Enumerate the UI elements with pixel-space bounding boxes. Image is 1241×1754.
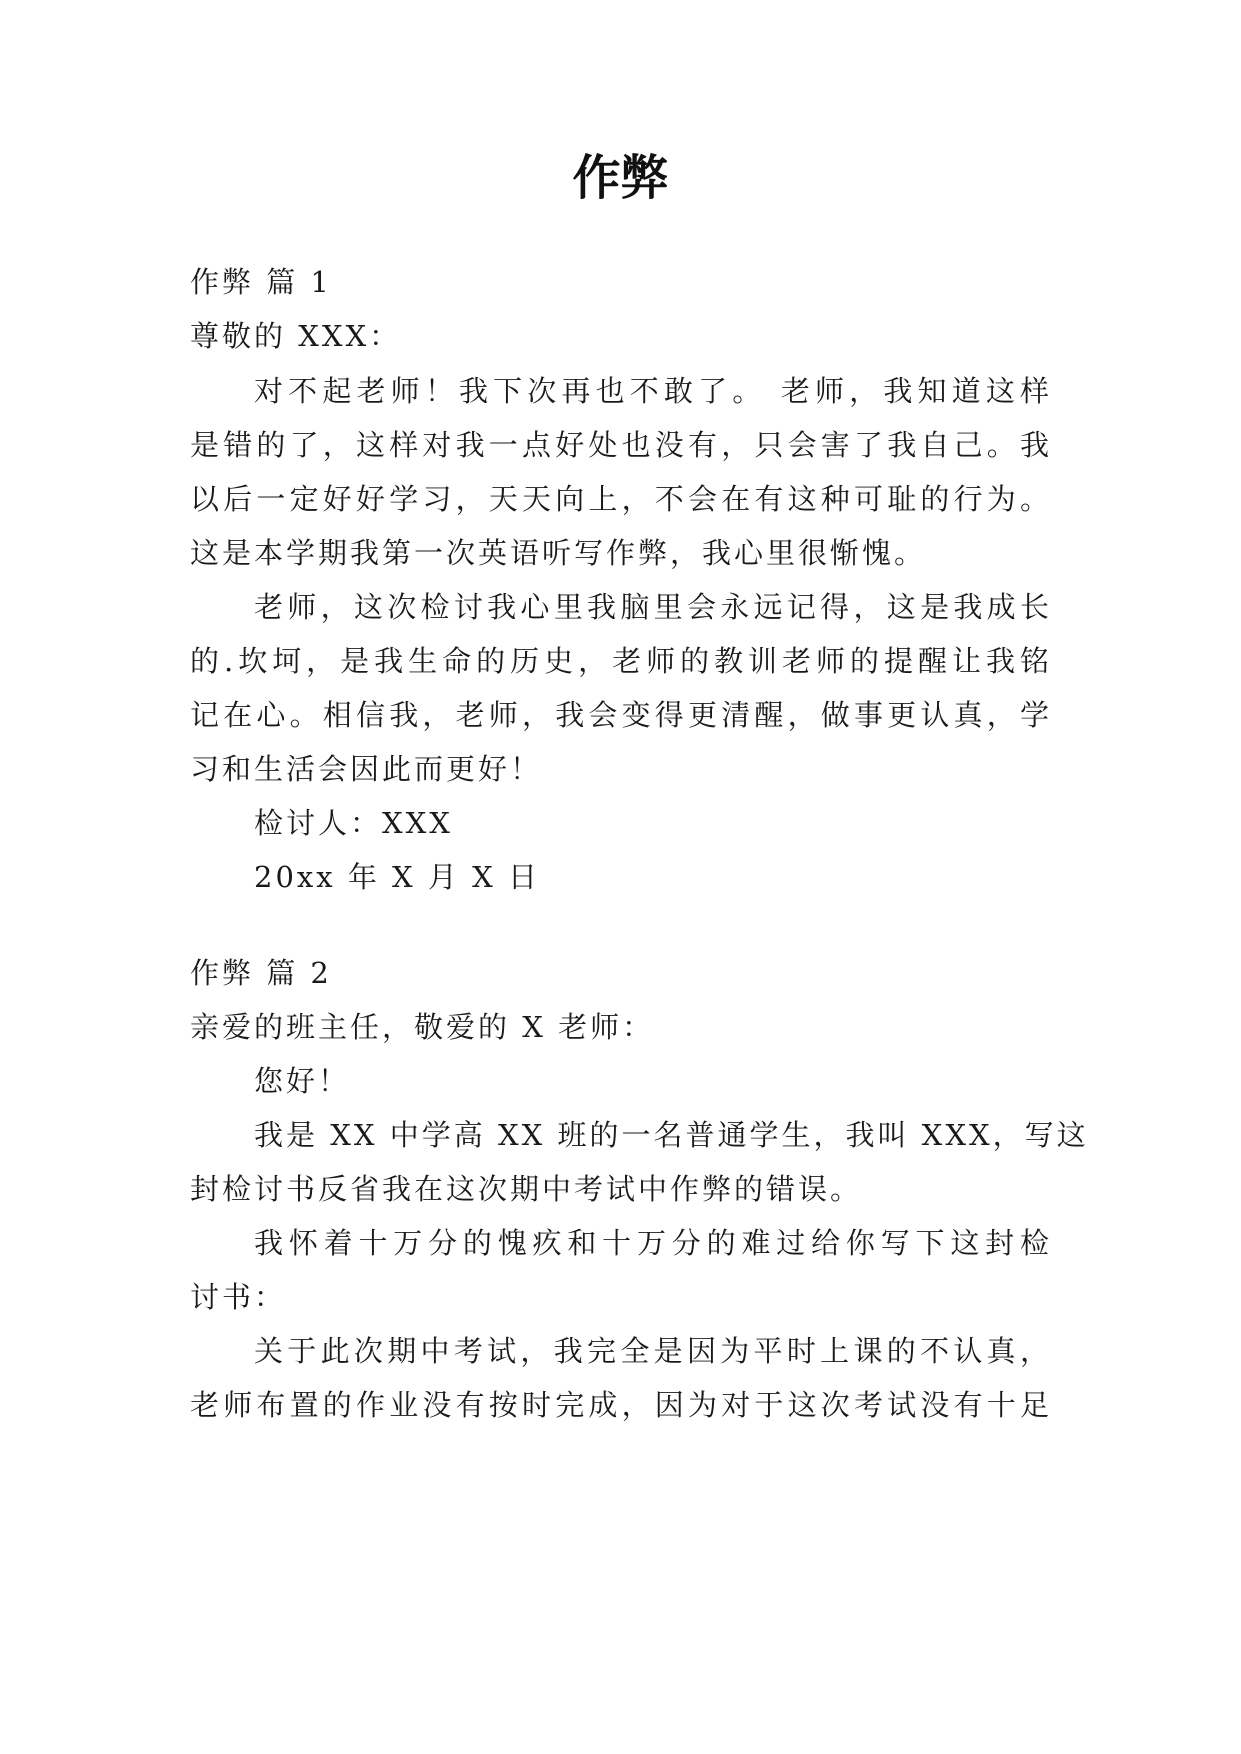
paragraph-line: 习和生活会因此而更好！ [190, 752, 543, 786]
paragraph-line: 讨书： [190, 1280, 287, 1314]
paragraph-line: 记在心。相信我，老师，我会变得更清醒，做事更认真，学 [190, 698, 1052, 732]
signature-line: 检讨人：XXX [254, 806, 453, 840]
paragraph-line: 老师布置的作业没有按时完成，因为对于这次考试没有十足 [190, 1388, 1052, 1422]
paragraph-line: 关于此次期中考试，我完全是因为平时上课的不认真， [254, 1334, 1052, 1368]
paragraph-line: 您好！ [254, 1064, 351, 1098]
paragraph-line: 的.坎坷，是我生命的历史，老师的教训老师的提醒让我铭 [190, 644, 1052, 678]
document-title: 作弊 [572, 150, 669, 206]
section-2-heading: 作弊 篇 2 [190, 956, 332, 990]
paragraph-line: 这是本学期我第一次英语听写作弊，我心里很惭愧。 [190, 536, 927, 570]
section-2-salutation: 亲爱的班主任，敬爱的 X 老师： [190, 1010, 655, 1044]
paragraph-line: 是错的了，这样对我一点好处也没有，只会害了我自己。我 [190, 428, 1052, 462]
date-line: 20xx 年 X 月 X 日 [254, 860, 540, 894]
paragraph-line: 以后一定好好学习，天天向上，不会在有这种可耻的行为。 [190, 482, 1052, 516]
section-1-salutation: 尊敬的 XXX： [190, 319, 402, 353]
paragraph-line: 老师，这次检讨我心里我脑里会永远记得，这是我成长 [254, 590, 1052, 624]
paragraph-line: 封检讨书反省我在这次期中考试中作弊的错误。 [190, 1172, 863, 1206]
paragraph-line: 我是 XX 中学高 XX 班的一名普通学生，我叫 XXX，写这 [254, 1118, 1089, 1152]
section-1-heading: 作弊 篇 1 [190, 265, 332, 299]
paragraph-line: 我怀着十万分的愧疚和十万分的难过给你写下这封检 [254, 1226, 1052, 1260]
paragraph-line: 对不起老师！我下次再也不敢了。 老师，我知道这样 [254, 374, 1052, 408]
